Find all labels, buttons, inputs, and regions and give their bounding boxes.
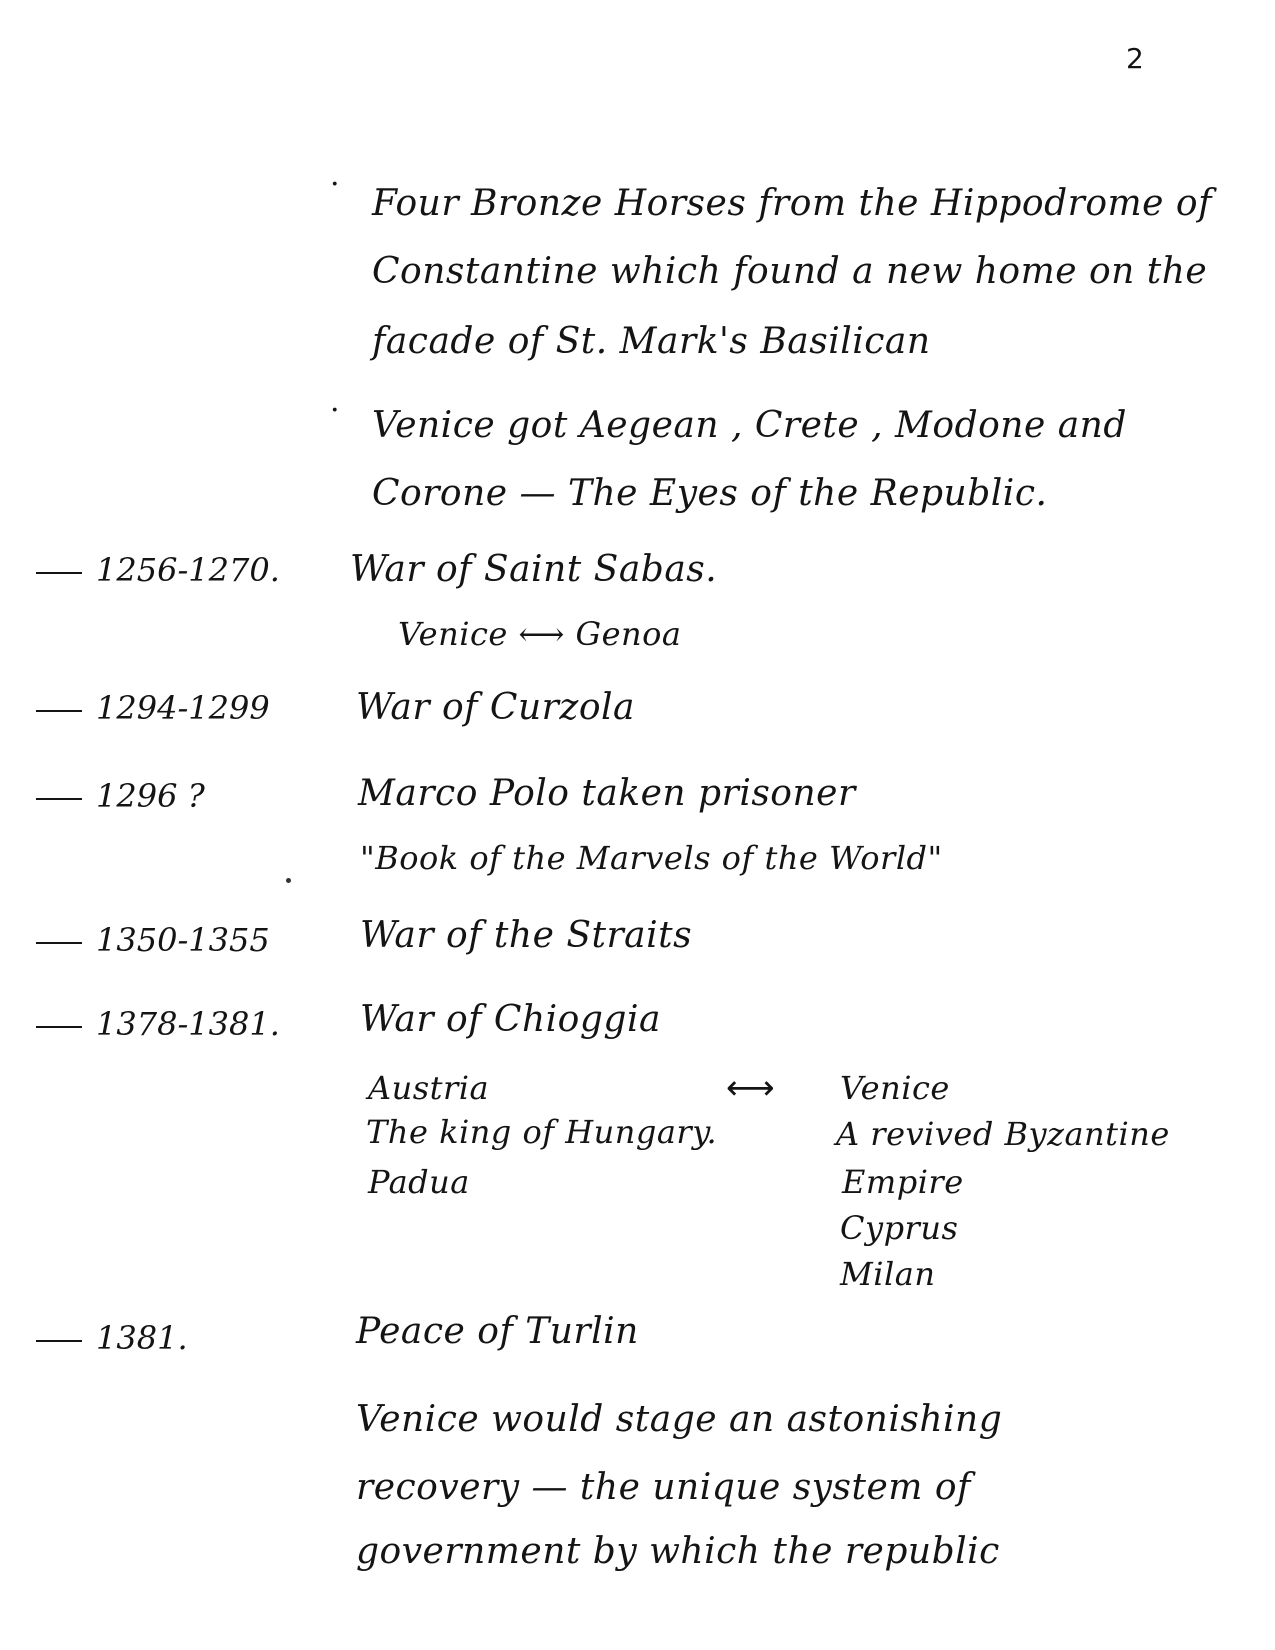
date-text: 1350-1355: [96, 921, 270, 959]
date-text: 1256-1270.: [96, 551, 280, 589]
timeline-date: [36, 776, 205, 816]
alliance-right-item: Venice: [840, 1069, 950, 1107]
bullet-1-line-1: Four Bronze Horses from the Hippodrome of: [372, 183, 1212, 224]
bullet-1-line-2: Constantine which found a new home on the: [372, 251, 1208, 292]
date-text: 1381.: [96, 1319, 188, 1357]
alliance-left-item: The king of Hungary.: [366, 1113, 718, 1151]
event-detail: Venice would stage an astonishing: [356, 1399, 1003, 1440]
event-title: War of the Straits: [360, 915, 693, 956]
bullet-dot: ·: [330, 393, 340, 428]
event-detail: "Book of the Marvels of the World": [360, 839, 943, 877]
alliance-left-item: Padua: [368, 1163, 470, 1201]
event-title: Marco Polo taken prisoner: [358, 773, 856, 814]
paper-speck: [286, 878, 291, 883]
date-text: 1296 ?: [96, 777, 205, 815]
event-detail: government by which the republic: [356, 1531, 1000, 1572]
timeline-date: [36, 1004, 280, 1044]
date-dash: [36, 1340, 82, 1342]
date-text: 1378-1381.: [96, 1005, 280, 1043]
page-number: 2: [1126, 42, 1144, 75]
event-title: War of Saint Sabas.: [350, 549, 718, 590]
alliance-right-item: Empire: [842, 1163, 964, 1201]
bullet-2-line-1: Venice got Aegean , Crete , Modone and: [372, 405, 1127, 446]
date-dash: [36, 798, 82, 800]
alliance-right-item: Milan: [840, 1255, 936, 1293]
date-dash: [36, 1026, 82, 1028]
alliance-left-item: Austria: [368, 1069, 490, 1107]
timeline-date: [36, 1318, 188, 1358]
event-detail: Venice ⟷ Genoa: [398, 615, 682, 653]
date-dash: [36, 572, 82, 574]
alliance-right-item: Cyprus: [840, 1209, 959, 1247]
date-dash: [36, 710, 82, 712]
bullet-dot: ·: [330, 167, 340, 202]
event-detail: recovery — the unique system of: [356, 1467, 971, 1508]
timeline-date: [36, 550, 280, 590]
bullet-1-line-3: facade of St. Mark's Basilican: [372, 321, 931, 362]
date-text: 1294-1299: [96, 689, 270, 727]
event-title: Peace of Turlin: [356, 1311, 639, 1352]
timeline-date: [36, 688, 270, 728]
event-title: War of Chioggia: [360, 999, 661, 1040]
date-dash: [36, 942, 82, 944]
bullet-2-line-2: Corone — The Eyes of the Republic.: [372, 473, 1048, 514]
event-title: War of Curzola: [356, 687, 635, 728]
alliance-right-item: A revived Byzantine: [836, 1115, 1170, 1153]
double-arrow-icon: ⟷: [726, 1068, 775, 1108]
timeline-date: [36, 920, 270, 960]
